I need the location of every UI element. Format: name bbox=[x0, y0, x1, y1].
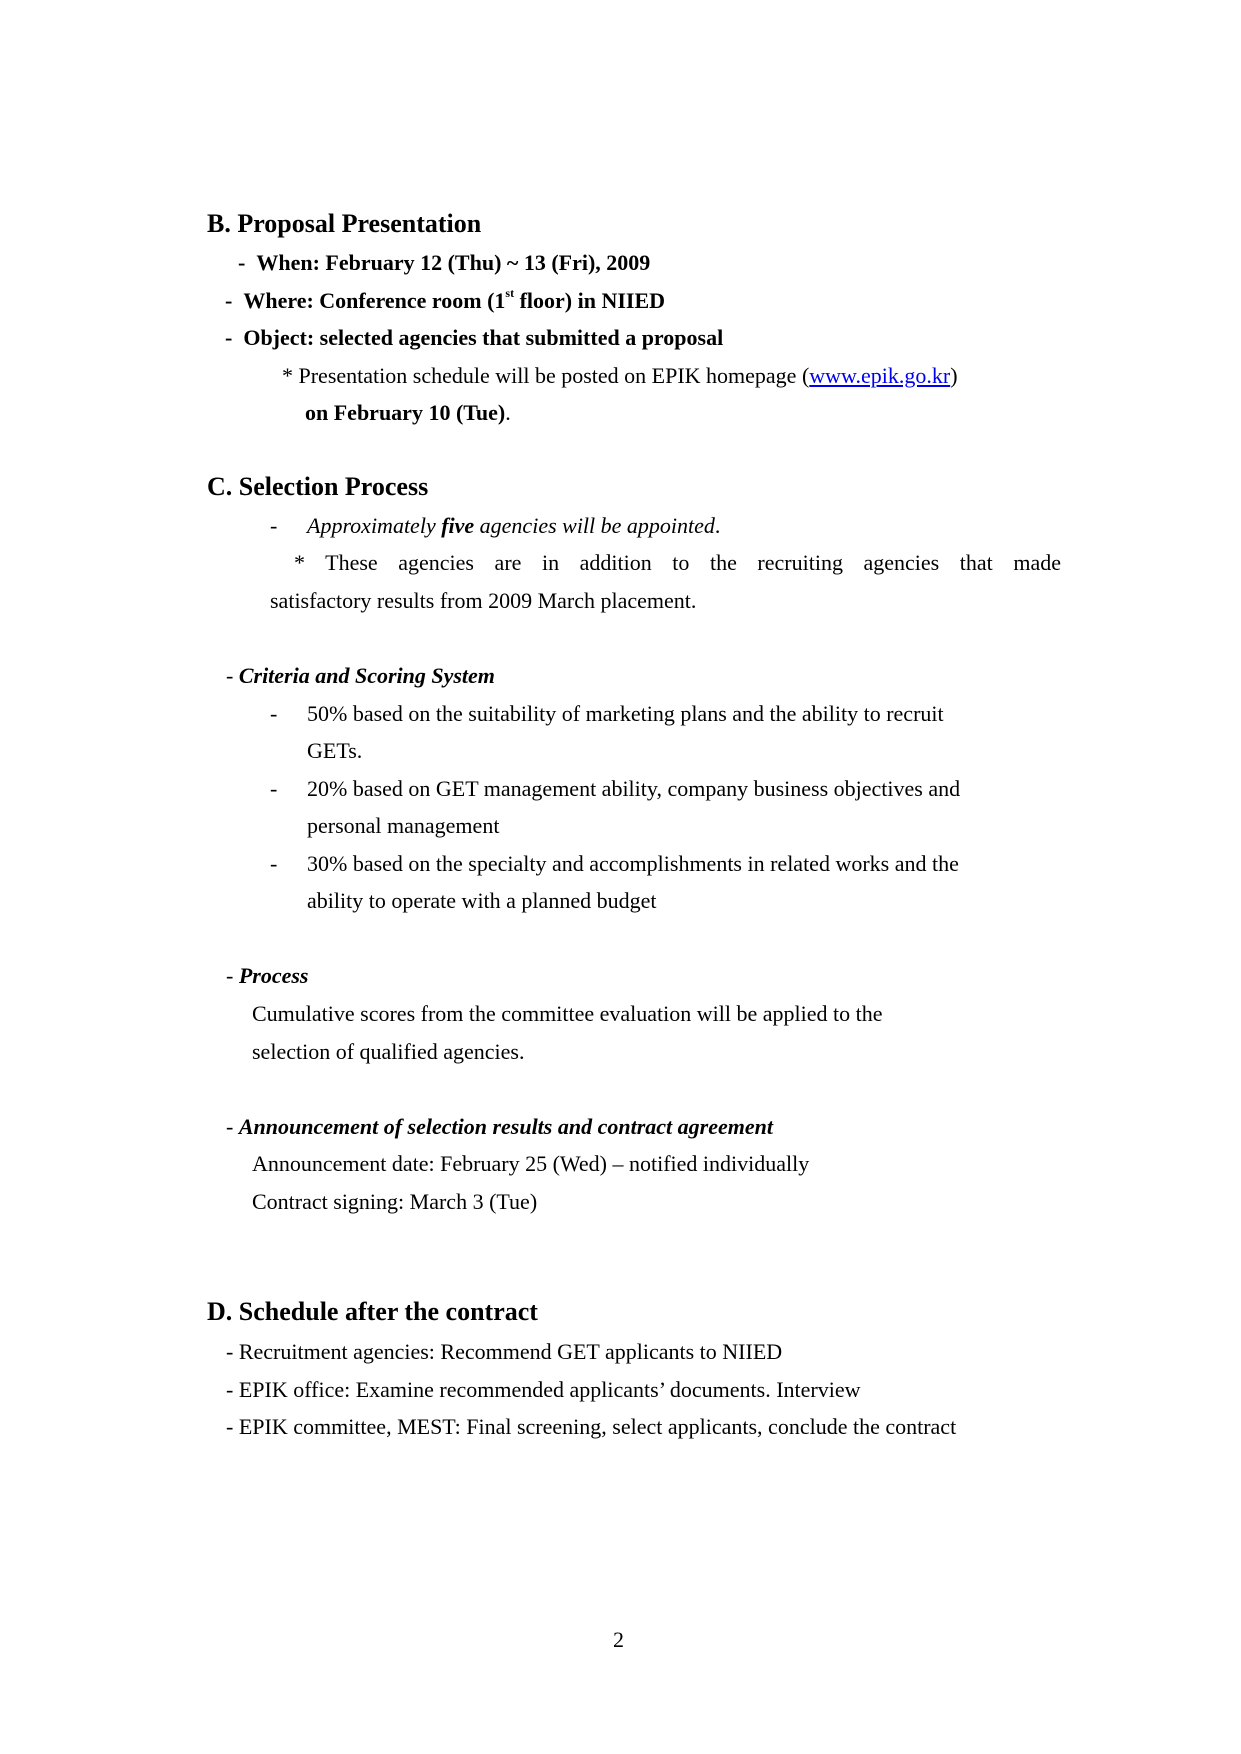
appoint-emphasis: five bbox=[441, 513, 475, 538]
note-text: * Presentation schedule will be posted on EPIK homepage ( bbox=[282, 363, 810, 388]
contract-signing-date: Contract signing: March 3 (Tue) bbox=[252, 1189, 538, 1214]
appoint-line bbox=[270, 513, 277, 539]
criteria-item-2-line1: 20% based on GET management ability, company business objectives and bbox=[307, 776, 961, 801]
where-superscript: st bbox=[505, 286, 515, 300]
schedule-item-recruitment: - Recruitment agencies: Recommend GET applicants to NIIED bbox=[226, 1339, 783, 1364]
bullet-dash: - bbox=[270, 513, 278, 538]
section-c-heading: C. Selection Process bbox=[207, 472, 429, 501]
process-title: Process bbox=[238, 963, 309, 988]
appoint-text bbox=[307, 513, 720, 539]
section-b-heading: B. Proposal Presentation bbox=[207, 209, 482, 238]
presentation-note bbox=[282, 363, 958, 389]
criteria-item-2-line2: personal management bbox=[307, 813, 500, 838]
process-line2: selection of qualified agencies. bbox=[252, 1039, 525, 1064]
when-text: When: February 12 (Thu) ~ 13 (Fri), 2009 bbox=[256, 250, 651, 275]
announcement-heading bbox=[226, 1114, 773, 1140]
criteria-item-3-line1: 30% based on the specialty and accomplishments in related works and the bbox=[307, 851, 959, 876]
section-d-heading: D. Schedule after the contract bbox=[207, 1297, 538, 1326]
schedule-item-epik-committee: - EPIK committee, MEST: Final screening, select applicants, conclude the contract bbox=[226, 1414, 957, 1439]
where-text-pre: Where: Conference room (1 bbox=[243, 288, 506, 313]
page-number: 2 bbox=[613, 1627, 624, 1652]
agencies-note-line1: * These agencies are in addition to the recruiting agencies that made bbox=[294, 550, 1061, 575]
where-line bbox=[225, 288, 665, 314]
process-heading bbox=[226, 963, 308, 989]
appoint-post: agencies will be appointed bbox=[474, 513, 715, 538]
object-line bbox=[225, 325, 723, 351]
bullet-dash: - bbox=[226, 1114, 234, 1139]
bullet-dash: - bbox=[225, 325, 233, 350]
appoint-period: . bbox=[714, 513, 721, 538]
announcement-title: Announcement of selection results and contract agreement bbox=[238, 1114, 773, 1139]
schedule-item-epik-office: - EPIK office: Examine recommended applicants’ documents. Interview bbox=[226, 1377, 861, 1402]
when-line bbox=[238, 250, 650, 276]
process-line1: Cumulative scores from the committee evaluation will be applied to the bbox=[252, 1001, 883, 1026]
criteria-item-1-line1: 50% based on the suitability of marketing plans and the ability to recruit bbox=[307, 701, 944, 726]
appoint-pre: Approximately bbox=[307, 513, 442, 538]
agencies-note-line2: satisfactory results from 2009 March placement. bbox=[270, 588, 697, 613]
announcement-date: Announcement date: February 25 (Wed) – notified individually bbox=[252, 1151, 810, 1176]
epik-homepage-link[interactable]: www.epik.go.kr bbox=[809, 363, 951, 388]
criteria-item-3-line2: ability to operate with a planned budget bbox=[307, 888, 657, 913]
presentation-note-date bbox=[305, 400, 511, 426]
object-text: Object: selected agencies that submitted a proposal bbox=[243, 325, 724, 350]
bullet-dash: - bbox=[238, 250, 246, 275]
note-date: on February 10 (Tue) bbox=[305, 400, 506, 425]
criteria-item-1-line2: GETs. bbox=[307, 738, 363, 763]
criteria-item-dash: - bbox=[270, 701, 278, 726]
criteria-title: Criteria and Scoring System bbox=[238, 663, 495, 688]
bullet-dash: - bbox=[225, 288, 233, 313]
note-paren: ) bbox=[950, 363, 958, 388]
criteria-item-dash: - bbox=[270, 776, 278, 801]
criteria-heading bbox=[226, 663, 495, 689]
bullet-dash: - bbox=[226, 663, 234, 688]
where-text-post: floor) in NIIED bbox=[514, 288, 666, 313]
bullet-dash: - bbox=[226, 963, 234, 988]
criteria-item-dash: - bbox=[270, 851, 278, 876]
note-period: . bbox=[505, 400, 511, 425]
